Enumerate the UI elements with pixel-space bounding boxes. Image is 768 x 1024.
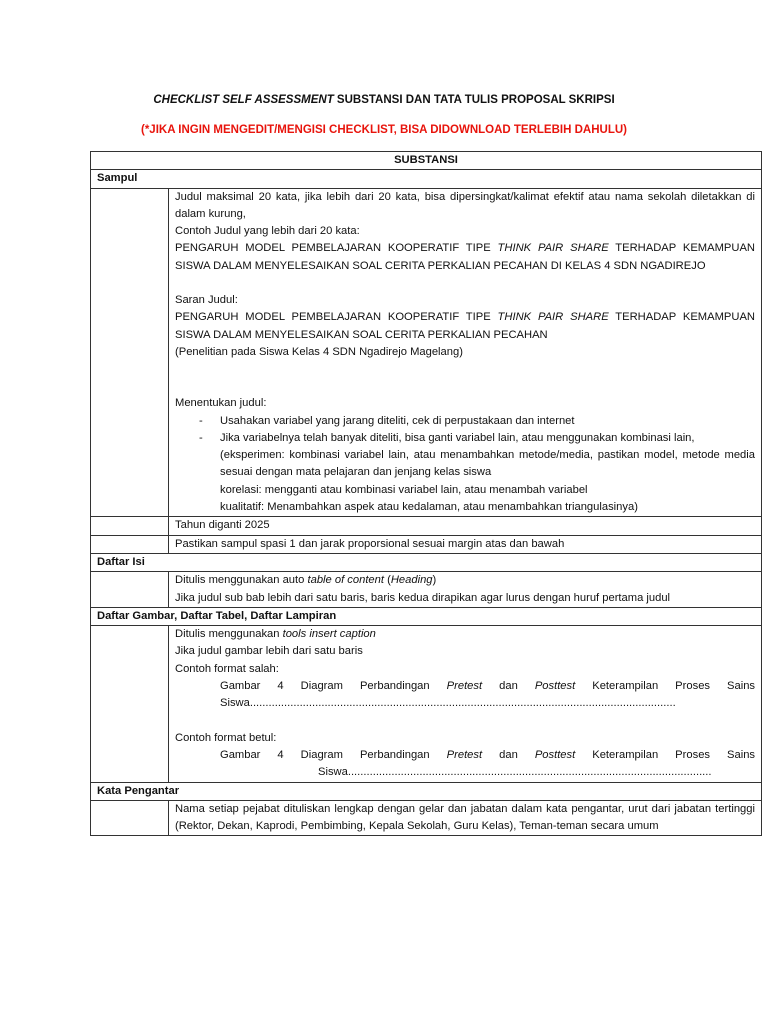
list-item: - Usahakan variabel yang jarang diteliti, cek di perpustakaan dan internet <box>175 413 755 430</box>
table-row <box>91 535 762 553</box>
text-part: ( <box>384 574 391 587</box>
check-cell[interactable] <box>91 188 169 517</box>
check-cell[interactable] <box>91 572 169 608</box>
caption-betul-line-2: Siswa..................................................................................................................... <box>318 766 712 779</box>
caption-salah-line-2: Siswa......................................................................................................................................... <box>220 697 676 710</box>
caption-betul-line-1 <box>175 747 755 764</box>
spacer <box>175 361 755 395</box>
section-label-daftar-gambar: Daftar Gambar, Daftar Tabel, Daftar Lampiran <box>91 607 762 625</box>
salah-label: Contoh format salah: <box>175 662 279 675</box>
table-row <box>91 517 762 535</box>
text-part: Keterampilan Proses Sains <box>575 748 756 761</box>
substansi-header: SUBSTANSI <box>91 152 762 170</box>
text-part: dan <box>482 748 535 761</box>
table-row <box>91 188 762 517</box>
daftar-isi-line-1 <box>175 572 755 589</box>
check-cell[interactable] <box>91 535 169 553</box>
text-part: Gambar 4 Diagram Perbandingan <box>220 680 447 693</box>
document-title <box>0 94 768 106</box>
section-row-sampul <box>91 170 762 188</box>
text-italic: Posttest <box>534 748 576 761</box>
saran-label: Saran Judul: <box>175 294 238 307</box>
contoh-label: Contoh Judul yang lebih dari 20 kata: <box>175 225 360 238</box>
contoh-judul <box>175 240 755 275</box>
text-italic: Heading <box>390 574 433 587</box>
table-row <box>91 800 762 836</box>
text-italic: Pretest <box>446 748 483 761</box>
text-part: Gambar 4 Diagram Perbandingan <box>220 748 447 761</box>
saran-judul-b: TERHADAP KEMAMPUAN SISWA DALAM MENYELESAIKAN SOAL CERITA PERKALIAN PECAHAN <box>175 311 755 341</box>
spacer <box>175 275 755 292</box>
criteria-cell-kata-pengantar: Nama setiap pejabat dituliskan lengkap dengan gelar dan jabatan dalam kata pengantar, urut dari jabatan tertinggi (Rektor, Dekan, Kaprodi, Pembimbing, Kepala Sekolah, Guru Kelas), Teman-teman secara umum <box>169 800 762 836</box>
menentukan-continuation-3: kualitatif: Menambahkan aspek atau kedalaman, atau menambahkan triangulasinya) <box>220 501 638 514</box>
section-label-daftar-isi: Daftar Isi <box>91 553 762 571</box>
daftar-isi-line-2: Jika judul sub bab lebih dari satu baris, baris kedua dirapikan agar lurus dengan huruf pertama judul <box>175 591 671 604</box>
saran-judul-subtitle: (Penelitian pada Siswa Kelas 4 SDN Ngadirejo Magelang) <box>175 345 463 358</box>
text-part: Keterampilan Proses Sains <box>575 680 756 693</box>
criteria-cell-judul <box>169 188 762 517</box>
text-italic: table of content <box>307 574 384 587</box>
criteria-cell-spasi: Pastikan sampul spasi 1 dan jarak proporsional sesuai margin atas dan bawah <box>169 535 762 553</box>
saran-judul-italic: THINK PAIR SHARE <box>497 311 609 324</box>
text-part: Ditulis menggunakan <box>175 628 283 641</box>
menentukan-continuation-1: (eksperimen: kombinasi variabel lain, atau menambahkan metode/media, pastikan model, metode media sesuai dengan mata pelajaran dan jenjang kelas siswa <box>220 449 755 479</box>
spacer <box>175 713 755 730</box>
text-part: Ditulis menggunakan auto <box>175 574 308 587</box>
check-cell[interactable] <box>91 517 169 535</box>
table-row <box>91 626 762 782</box>
download-note: (*JIKA INGIN MENGEDIT/MENGISI CHECKLIST, BISA DIDOWNLOAD TERLEBIH DAHULU) <box>141 124 627 136</box>
section-row-daftar-isi <box>91 553 762 571</box>
text-part: ) <box>432 574 437 587</box>
criteria-cell-daftar-gambar <box>169 626 762 782</box>
daftar-gambar-line-1 <box>175 626 755 643</box>
saran-judul-a: PENGARUH MODEL PEMBELAJARAN KOOPERATIF TIPE <box>175 311 498 324</box>
judul-rule-text: Judul maksimal 20 kata, jika lebih dari 20 kata, bisa dipersingkat/kalimat efektif atau nama sekolah diletakkan di dalam kurung, <box>175 190 755 220</box>
check-cell[interactable] <box>91 626 169 782</box>
criteria-cell-daftar-isi <box>169 572 762 608</box>
check-cell[interactable] <box>91 800 169 836</box>
table-header-row <box>91 152 762 170</box>
text-part: dan <box>482 680 535 693</box>
table-row <box>91 572 762 608</box>
contoh-judul-b: TERHADAP KEMAMPUAN SISWA DALAM MENYELESAIKAN SOAL CERITA PERKALIAN PECAHAN DI KELAS 4 SDN NGADIREJO <box>175 242 755 272</box>
betul-label: Contoh format betul: <box>175 731 277 744</box>
text-italic: tools insert caption <box>282 628 376 641</box>
menentukan-label: Menentukan judul: <box>175 397 267 410</box>
title-italic-part: CHECKLIST SELF ASSESSMENT <box>153 94 334 106</box>
text-italic: Pretest <box>446 680 483 693</box>
contoh-judul-italic: THINK PAIR SHARE <box>497 242 609 255</box>
menentukan-continuation-2: korelasi: mengganti atau kombinasi variabel lain, atau menambah variabel <box>220 483 588 496</box>
contoh-judul-a: PENGARUH MODEL PEMBELAJARAN KOOPERATIF TIPE <box>175 242 498 255</box>
text-italic: Posttest <box>534 680 576 693</box>
saran-judul <box>175 309 755 344</box>
daftar-gambar-line-2: Jika judul gambar lebih dari satu baris <box>175 645 363 658</box>
menentukan-list <box>175 413 755 448</box>
list-item: - Jika variabelnya telah banyak diteliti, bisa ganti variabel lain, atau menggunakan kombinasi lain, <box>175 430 755 447</box>
checklist-table <box>90 151 762 836</box>
caption-salah-line-1 <box>175 678 755 695</box>
section-label-kata-pengantar: Kata Pengantar <box>91 782 762 800</box>
section-row-kata-pengantar <box>91 782 762 800</box>
section-row-daftar-gambar <box>91 607 762 625</box>
criteria-cell-tahun: Tahun diganti 2025 <box>169 517 762 535</box>
section-label-sampul: Sampul <box>91 170 762 188</box>
title-rest: SUBSTANSI DAN TATA TULIS PROPOSAL SKRIPSI <box>333 94 615 106</box>
